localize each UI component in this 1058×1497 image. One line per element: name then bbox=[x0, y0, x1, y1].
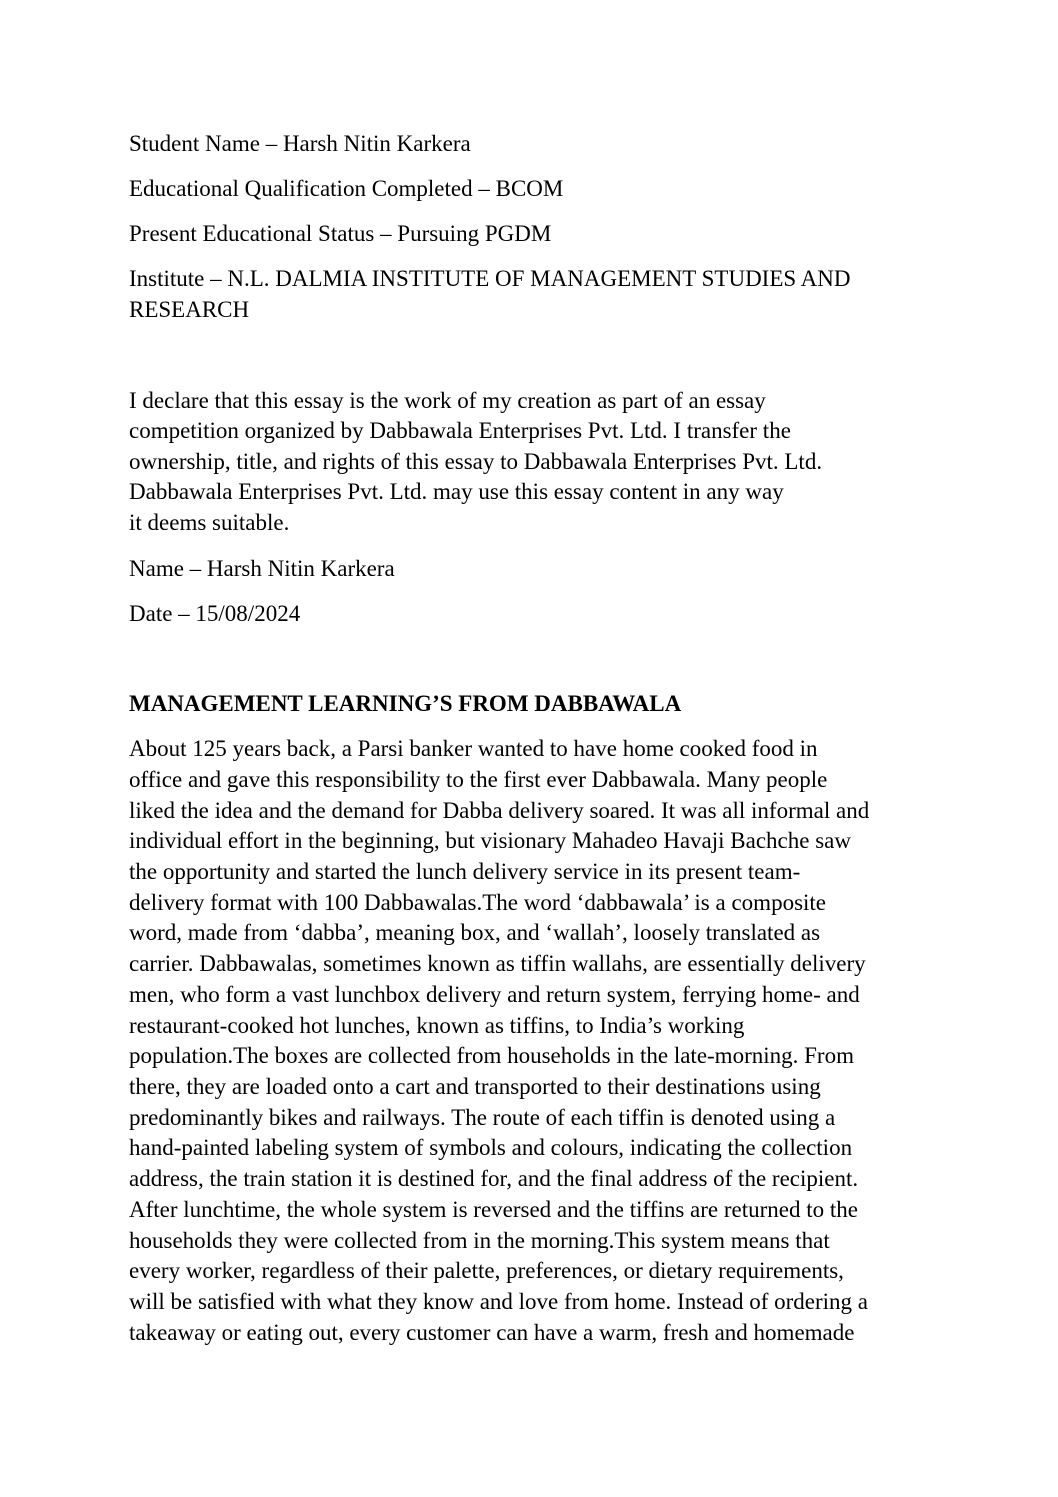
declaration-line: competition organized by Dabbawala Enterprises Pvt. Ltd. I transfer the bbox=[129, 418, 791, 443]
essay-line: office and gave this responsibility to the first ever Dabbawala. Many people bbox=[129, 767, 828, 792]
essay-title: MANAGEMENT LEARNING’S FROM DABBAWALA bbox=[129, 691, 682, 716]
educational-status-line: Present Educational Status – Pursuing PGDM bbox=[129, 221, 552, 246]
essay-line: there, they are loaded onto a cart and transported to their destinations using bbox=[129, 1074, 821, 1099]
essay-line: hand-painted labeling system of symbols and colours, indicating the collection bbox=[129, 1135, 853, 1160]
institute-line-2: RESEARCH bbox=[129, 297, 250, 322]
essay-line: population.The boxes are collected from households in the late-morning. From bbox=[129, 1043, 854, 1068]
declaration-line: Dabbawala Enterprises Pvt. Ltd. may use this essay content in any way bbox=[129, 479, 784, 504]
essay-line: After lunchtime, the whole system is reversed and the tiffins are returned to the bbox=[129, 1197, 858, 1222]
qualification-line: Educational Qualification Completed – BCOM bbox=[129, 176, 564, 201]
declaration-line: ownership, title, and rights of this essay to Dabbawala Enterprises Pvt. Ltd. bbox=[129, 449, 823, 474]
essay-line: households they were collected from in the morning.This system means that bbox=[129, 1228, 830, 1253]
essay-line: carrier. Dabbawalas, sometimes known as tiffin wallahs, are essentially delivery bbox=[129, 951, 866, 976]
essay-line: address, the train station it is destined for, and the final address of the recipient. bbox=[129, 1166, 859, 1191]
essay-line: About 125 years back, a Parsi banker wanted to have home cooked food in bbox=[129, 736, 818, 761]
essay-line: liked the idea and the demand for Dabba delivery soared. It was all informal and bbox=[129, 798, 870, 823]
essay-line: individual effort in the beginning, but visionary Mahadeo Havaji Bachche saw bbox=[129, 828, 851, 853]
essay-line: delivery format with 100 Dabbawalas.The word ‘dabbawala’ is a composite bbox=[129, 890, 827, 915]
essay-line: men, who form a vast lunchbox delivery and return system, ferrying home- and bbox=[129, 982, 860, 1007]
student-name-line: Student Name – Harsh Nitin Karkera bbox=[129, 131, 471, 156]
declaration-line: I declare that this essay is the work of my creation as part of an essay bbox=[129, 388, 766, 413]
essay-line: will be satisfied with what they know and love from home. Instead of ordering a bbox=[129, 1289, 869, 1314]
essay-line: the opportunity and started the lunch delivery service in its present team- bbox=[129, 859, 801, 884]
declaration-line: it deems suitable. bbox=[129, 510, 290, 535]
essay-line: word, made from ‘dabba’, meaning box, and ‘wallah’, loosely translated as bbox=[129, 920, 821, 945]
essay-line: every worker, regardless of their palette, preferences, or dietary requirements, bbox=[129, 1258, 844, 1283]
declaration-date: Date – 15/08/2024 bbox=[129, 601, 301, 626]
institute-line-1: Institute – N.L. DALMIA INSTITUTE OF MANAGEMENT STUDIES AND bbox=[129, 266, 851, 291]
essay-line: predominantly bikes and railways. The route of each tiffin is denoted using a bbox=[129, 1105, 836, 1130]
declaration-name: Name – Harsh Nitin Karkera bbox=[129, 556, 395, 581]
essay-line: takeaway or eating out, every customer can have a warm, fresh and homemade bbox=[129, 1320, 855, 1345]
essay-line: restaurant-cooked hot lunches, known as tiffins, to India’s working bbox=[129, 1013, 745, 1038]
